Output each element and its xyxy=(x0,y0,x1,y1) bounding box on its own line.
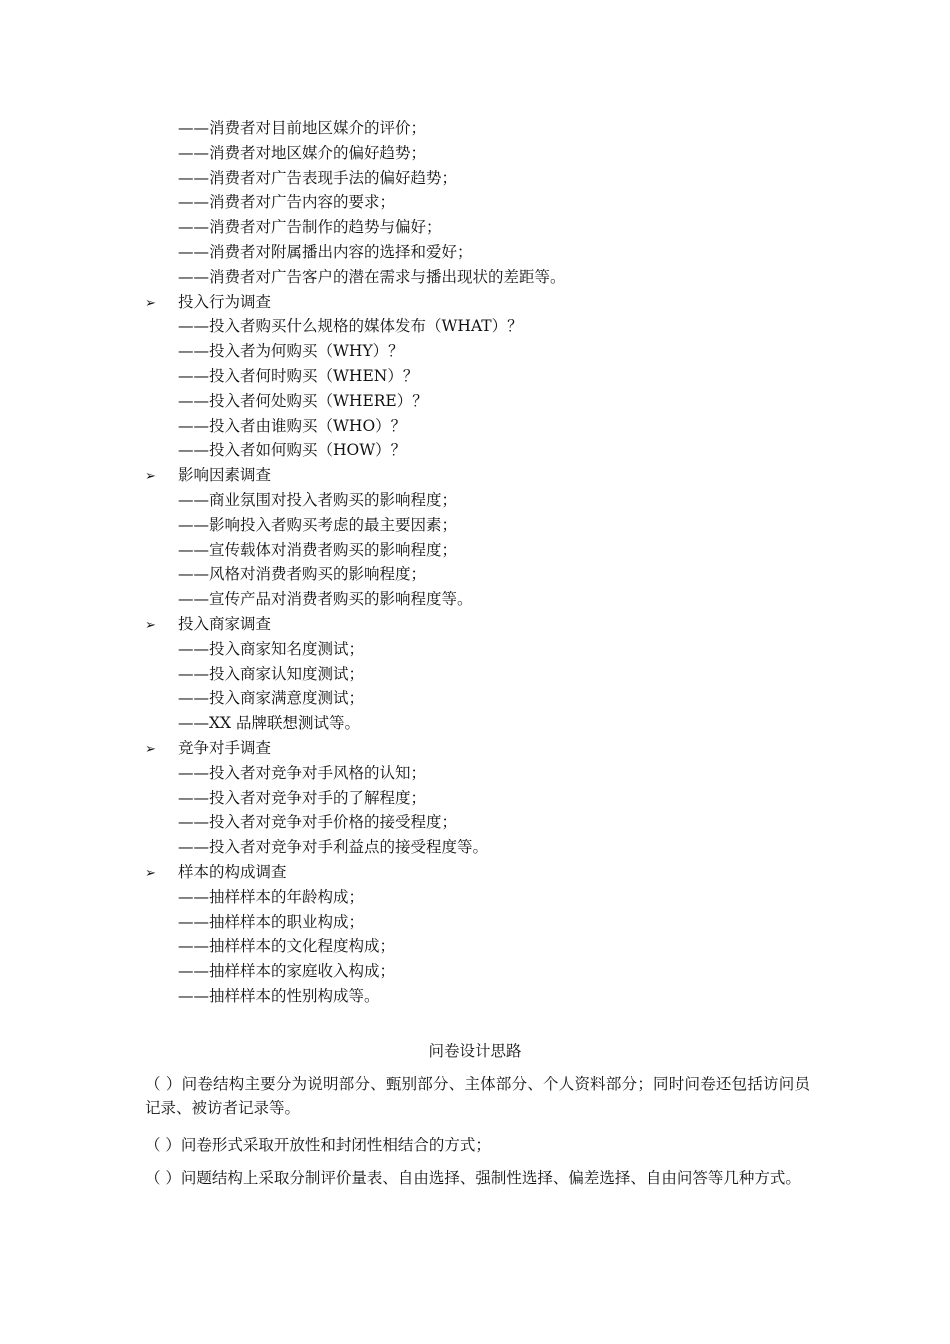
arrow-bullet-icon: ➢ xyxy=(145,469,156,485)
list-item: ——投入者对竞争对手风格的认知； xyxy=(178,763,427,782)
paragraph: （ ）问题结构上采取分制评价量表、自由选择、强制性选择、偏差选择、自由问答等几种方式。 xyxy=(145,1169,801,1187)
list-item: ——投入商家知名度测试； xyxy=(178,639,365,658)
list-item: ——宣传产品对消费者购买的影响程度等。 xyxy=(178,590,473,609)
list-item: ——投入商家满意度测试； xyxy=(178,689,365,708)
list-item: ——商业氛围对投入者购买的影响程度； xyxy=(178,491,458,509)
section-heading-text: 样本的构成调查 xyxy=(178,863,287,881)
section-heading xyxy=(145,292,271,314)
list-item: ——抽样样本的职业构成； xyxy=(178,912,365,931)
list-item: ——XX 品牌联想测试等。 xyxy=(178,714,360,733)
list-item: ——投入者对竞争对手的了解程度； xyxy=(178,788,427,807)
list-item: ——投入者为何购买（WHY）？ xyxy=(178,342,404,361)
paragraph: （ ）问卷结构主要分为说明部分、甄别部分、主体部分、个人资料部分；同时问卷还包括访问员记录、被访者记录等。 xyxy=(145,1075,810,1117)
section-heading-text: 影响因素调查 xyxy=(178,466,272,485)
list-item: ——投入商家认知度测试； xyxy=(178,664,365,683)
list-item: ——投入者何时购买（WHEN）？ xyxy=(178,367,419,385)
section-heading-text: 投入商家调查 xyxy=(178,615,272,633)
list-item: ——投入者何处购买（WHERE）？ xyxy=(178,391,428,410)
list-item: ——消费者对广告客户的潜在需求与播出现状的差距等。 xyxy=(178,267,566,286)
list-item: ——投入者由谁购买（WHO）？ xyxy=(178,416,407,435)
section-heading-text: 投入行为调查 xyxy=(178,292,272,311)
list-item: ——抽样样本的性别构成等。 xyxy=(178,987,380,1005)
list-item: ——影响投入者购买考虑的最主要因素； xyxy=(178,515,458,534)
arrow-bullet-icon: ➢ xyxy=(145,618,156,633)
arrow-bullet-icon: ➢ xyxy=(145,295,156,311)
section-heading xyxy=(145,738,271,760)
list-item: ——投入者对竞争对手价格的接受程度； xyxy=(178,813,458,832)
arrow-bullet-icon: ➢ xyxy=(145,742,156,757)
list-item: ——抽样样本的年龄构成； xyxy=(178,887,365,906)
list-item: ——消费者对附属播出内容的选择和爱好； xyxy=(178,243,473,261)
list-item: ——投入者如何购买（HOW）？ xyxy=(178,441,407,460)
list-item: ——抽样样本的家庭收入构成； xyxy=(178,962,396,981)
list-item: ——投入者购买什么规格的媒体发布（WHAT）？ xyxy=(178,317,523,336)
section-heading xyxy=(145,614,271,636)
list-item: ——消费者对广告表现手法的偏好趋势； xyxy=(178,168,458,187)
list-item: ——消费者对广告制作的趋势与偏好； xyxy=(178,218,442,237)
paragraph: （ ）问卷形式采取开放性和封闭性相结合的方式； xyxy=(145,1136,491,1154)
list-item: ——抽样样本的文化程度构成； xyxy=(178,937,396,956)
list-item: ——投入者对竞争对手利益点的接受程度等。 xyxy=(178,838,489,857)
list-item: ——消费者对目前地区媒介的评价； xyxy=(178,119,427,137)
section-heading xyxy=(145,862,287,884)
section-heading xyxy=(145,465,271,487)
arrow-bullet-icon: ➢ xyxy=(145,866,156,881)
list-item: ——风格对消费者购买的影响程度； xyxy=(178,565,427,584)
list-item: ——宣传载体对消费者购买的影响程度； xyxy=(178,540,458,559)
list-item: ——消费者对地区媒介的偏好趋势； xyxy=(178,143,427,162)
section-heading-text: 竞争对手调查 xyxy=(178,739,272,757)
list-item: ——消费者对广告内容的要求； xyxy=(178,193,396,212)
section-title: 问卷设计思路 xyxy=(428,1042,522,1060)
